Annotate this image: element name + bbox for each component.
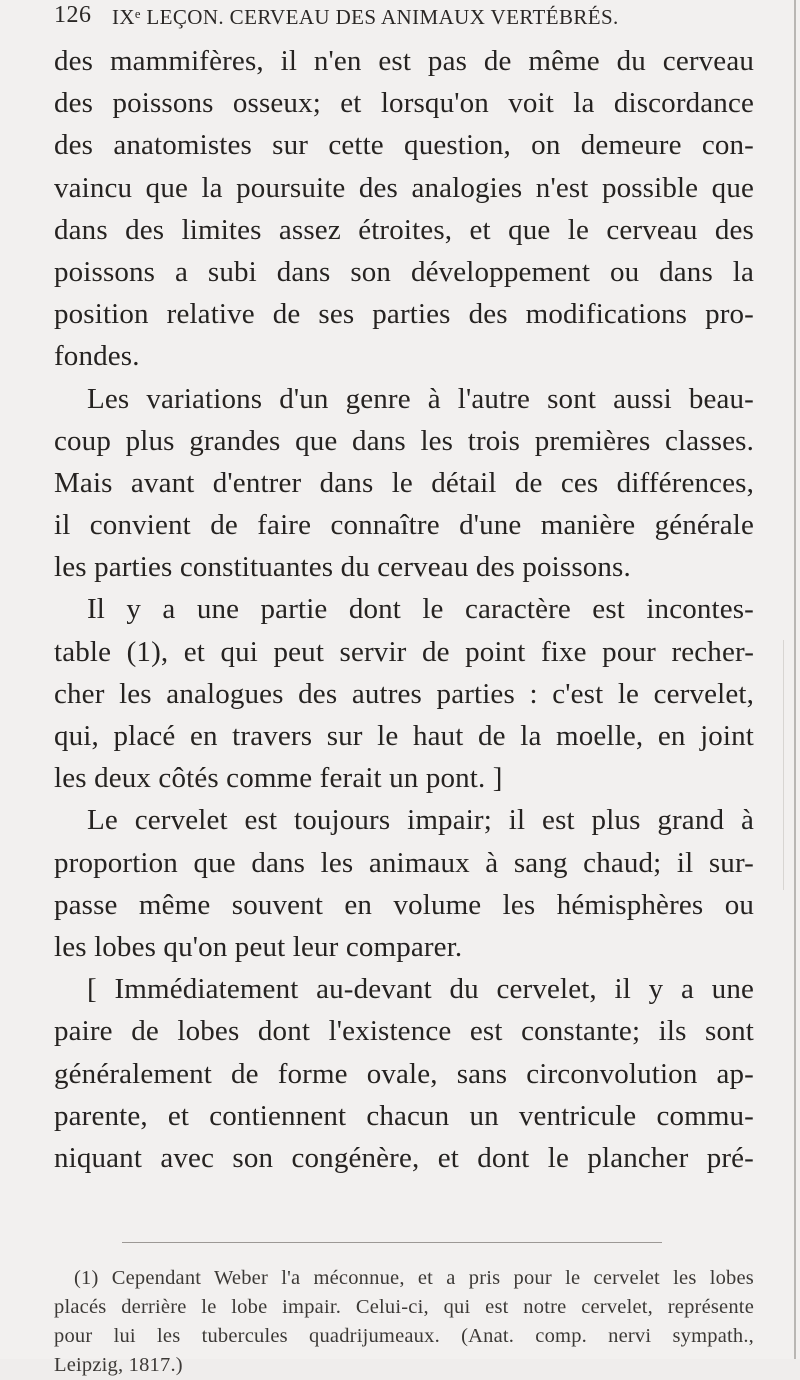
text-line: les deux côtés comme ferait un pont. ] (54, 762, 503, 795)
text-line: des anatomistes sur cette question, on demeure con- (54, 129, 754, 162)
text-line: vaincu que la poursuite des analogies n'est possible que (54, 171, 754, 204)
text-line: des poissons osseux; et lorsqu'on voit la discordance (54, 87, 754, 120)
text-line: les lobes qu'on peut leur comparer. (54, 930, 463, 963)
text-line: table (1), et qui peut servir de point fixe pour recher- (54, 635, 754, 668)
text-line: [ Immédiatement au-devant du cervelet, il y a une (87, 973, 754, 1006)
text-line: fondes. (54, 340, 140, 373)
running-head: IXᵉ LEÇON. CERVEAU DES ANIMAUX VERTÉBRÉS. (112, 5, 619, 29)
page-number: 126 (54, 2, 92, 28)
text-line: paire de lobes dont l'existence est constante; ils sont (54, 1015, 754, 1048)
text-line: généralement de forme ovale, sans circonvolution ap- (54, 1057, 754, 1090)
text-line: position relative de ses parties des modifications pro- (54, 298, 754, 331)
page-edge-line (794, 0, 796, 1359)
text-line: des mammifères, il n'en est pas de même du cerveau (54, 45, 754, 77)
text-line: passe même souvent en volume les hémisphères ou (54, 888, 754, 921)
text-line: qui, placé en travers sur le haut de la moelle, en joint (54, 720, 754, 752)
page-edge-shadow (783, 640, 784, 890)
text-line: il convient de faire connaître d'une manière générale (54, 509, 754, 542)
main-text (54, 40, 754, 1179)
footnote-line: Leipzig, 1817.) (54, 1354, 183, 1376)
text-line: niquant avec son congénère, et dont le plancher pré- (54, 1141, 754, 1174)
footnote-block (54, 1264, 754, 1380)
text-line: proportion que dans les animaux à sang chaud; il sur- (54, 846, 754, 879)
footnote-divider (122, 1242, 662, 1243)
footnote-line: placés derrière le lobe impair. Celui-ci, qui est notre cervelet, représente (54, 1296, 754, 1318)
text-line: Il y a une partie dont le caractère est incontes- (87, 593, 754, 626)
text-line: poissons a subi dans son développement ou dans la (54, 255, 754, 288)
text-line: Le cervelet est toujours impair; il est plus grand à (87, 804, 754, 837)
text-line: les parties constituantes du cerveau des poissons. (54, 551, 631, 584)
text-line: Mais avant d'entrer dans le détail de ces différences, (54, 466, 754, 499)
text-line: Les variations d'un genre à l'autre sont aussi beau- (87, 382, 754, 415)
text-line: cher les analogues des autres parties : c'est le cervelet, (54, 677, 754, 710)
text-line: dans des limites assez étroites, et que le cerveau des (54, 213, 754, 246)
footnote-line: (1) Cependant Weber l'a méconnue, et a pris pour le cervelet les lobes (74, 1267, 754, 1289)
page-header (54, 2, 754, 40)
footnote-line: pour lui les tubercules quadrijumeaux. (Anat. comp. nervi sympath., (54, 1325, 754, 1347)
text-line: parente, et contiennent chacun un ventricule commu- (54, 1099, 754, 1132)
text-line: coup plus grandes que dans les trois premières classes. (54, 424, 754, 457)
